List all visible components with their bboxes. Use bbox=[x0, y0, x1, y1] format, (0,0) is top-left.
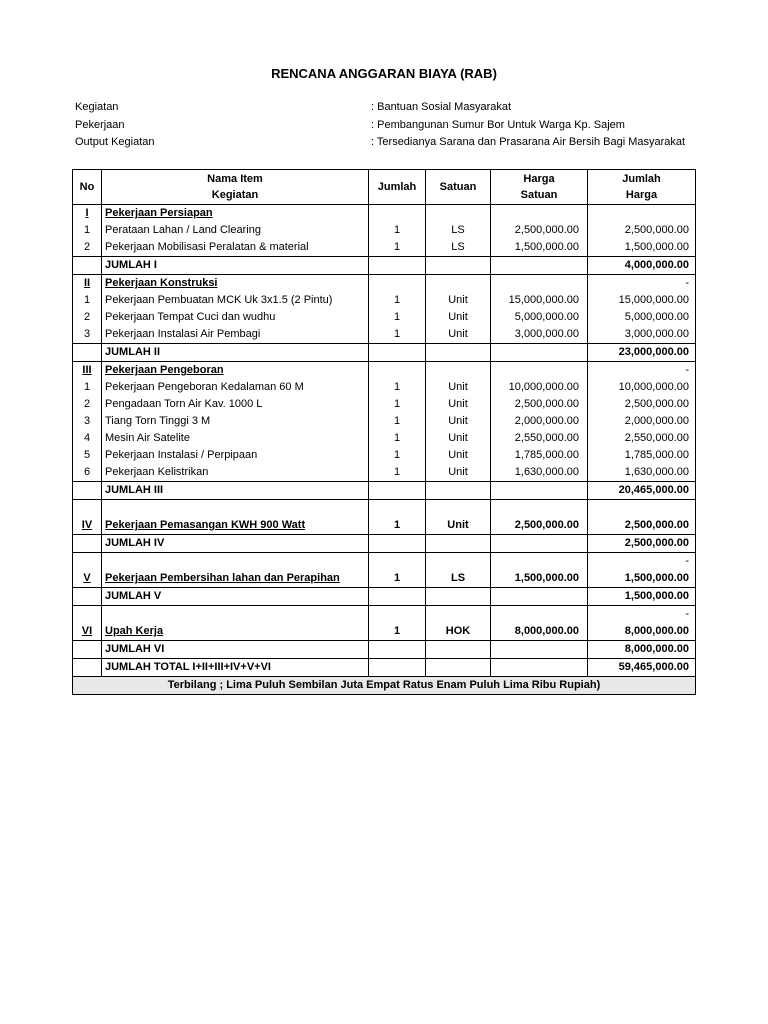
cell-harga-satuan: 5,000,000.00 bbox=[491, 309, 588, 326]
cell-satuan: Unit bbox=[426, 396, 491, 413]
cell-nama-item: JUMLAH II bbox=[102, 344, 369, 362]
cell-nama-item: Perataan Lahan / Land Clearing bbox=[102, 222, 369, 239]
header-satuan: Satuan bbox=[426, 170, 491, 205]
cell-nama-item: JUMLAH III bbox=[102, 482, 369, 500]
cell-satuan bbox=[426, 588, 491, 606]
cell-no bbox=[73, 344, 102, 362]
cell-jumlah: 1 bbox=[369, 447, 426, 464]
cell-harga-satuan: 1,630,000.00 bbox=[491, 464, 588, 482]
cell-no: 3 bbox=[73, 413, 102, 430]
cell-jumlah-harga: 10,000,000.00 bbox=[588, 379, 696, 396]
cell-no: 1 bbox=[73, 292, 102, 309]
cell-jumlah: 1 bbox=[369, 292, 426, 309]
cell-harga-satuan bbox=[491, 641, 588, 659]
cell-harga-satuan bbox=[491, 344, 588, 362]
cell-nama-item: Pekerjaan Pembersihan lahan dan Perapihan bbox=[102, 570, 369, 588]
cell-no bbox=[73, 535, 102, 553]
cell-nama-item: JUMLAH I bbox=[102, 257, 369, 275]
cell-harga-satuan: 8,000,000.00 bbox=[491, 623, 588, 641]
subtotal-row bbox=[73, 641, 696, 659]
info-value: : Bantuan Sosial Masyarakat bbox=[371, 101, 512, 113]
cell-satuan: Unit bbox=[426, 430, 491, 447]
cell-jumlah: 1 bbox=[369, 222, 426, 239]
cell-jumlah-harga: 15,000,000.00 bbox=[588, 292, 696, 309]
cell-harga-satuan: 2,500,000.00 bbox=[491, 517, 588, 535]
cell-jumlah-harga: 1,500,000.00 bbox=[588, 588, 696, 606]
cell-jumlah-harga: 2,500,000.00 bbox=[588, 222, 696, 239]
cell-nama-item: Pekerjaan Konstruksi bbox=[102, 275, 369, 293]
table-row bbox=[73, 447, 696, 464]
header-nama: Nama Item Kegiatan bbox=[102, 170, 369, 205]
table-row bbox=[73, 413, 696, 430]
subtotal-row bbox=[73, 344, 696, 362]
cell-jumlah-harga bbox=[588, 205, 696, 223]
cell-harga-satuan bbox=[491, 362, 588, 380]
cell-jumlah bbox=[369, 275, 426, 293]
cell-satuan: Unit bbox=[426, 379, 491, 396]
cell-harga-satuan bbox=[491, 659, 588, 677]
cell-dash: - bbox=[588, 606, 696, 624]
cell-satuan bbox=[426, 205, 491, 223]
cell-jumlah bbox=[369, 344, 426, 362]
table-row bbox=[73, 239, 696, 257]
cell-nama-item: Pekerjaan Instalasi / Perpipaan bbox=[102, 447, 369, 464]
cell-no: I bbox=[73, 205, 102, 223]
cell-nama-item: Pekerjaan Kelistrikan bbox=[102, 464, 369, 482]
cell-harga-satuan bbox=[491, 588, 588, 606]
cell-jumlah bbox=[369, 257, 426, 275]
cell-nama-item: Pekerjaan Pembuatan MCK Uk 3x1.5 (2 Pintu) bbox=[102, 292, 369, 309]
cell-harga-satuan bbox=[491, 535, 588, 553]
cell-satuan bbox=[426, 641, 491, 659]
section-row bbox=[73, 275, 696, 293]
table-row bbox=[73, 379, 696, 396]
table-row bbox=[73, 430, 696, 447]
cell-jumlah-harga: 23,000,000.00 bbox=[588, 344, 696, 362]
cell-harga-satuan: 2,500,000.00 bbox=[491, 396, 588, 413]
cell-satuan bbox=[426, 659, 491, 677]
cell-satuan: Unit bbox=[426, 413, 491, 430]
cell-jumlah-harga: 1,785,000.00 bbox=[588, 447, 696, 464]
cell-harga-satuan: 3,000,000.00 bbox=[491, 326, 588, 344]
cell-no: V bbox=[73, 570, 102, 588]
cell-nama-item: Pekerjaan Pengeboran Kedalaman 60 M bbox=[102, 379, 369, 396]
cell-jumlah bbox=[369, 659, 426, 677]
cell-nama-item: Pengadaan Torn Air Kav. 1000 L bbox=[102, 396, 369, 413]
cell-nama-item: Upah Kerja bbox=[102, 623, 369, 641]
cell-jumlah-harga: 2,500,000.00 bbox=[588, 535, 696, 553]
table-header-row bbox=[73, 170, 696, 205]
cell-no: 3 bbox=[73, 326, 102, 344]
section-row bbox=[73, 205, 696, 223]
header-jumlah: Jumlah bbox=[369, 170, 426, 205]
cell-satuan: LS bbox=[426, 239, 491, 257]
cell-jumlah-harga: 8,000,000.00 bbox=[588, 623, 696, 641]
cell-harga-satuan: 1,785,000.00 bbox=[491, 447, 588, 464]
info-label: Kegiatan bbox=[75, 101, 119, 113]
cell-jumlah-harga: 2,500,000.00 bbox=[588, 396, 696, 413]
table-row bbox=[73, 222, 696, 239]
terbilang-text: Terbilang ; Lima Puluh Sembilan Juta Empat Ratus Enam Puluh Lima Ribu Rupiah) bbox=[73, 677, 696, 695]
cell-nama-item: Pekerjaan Persiapan bbox=[102, 205, 369, 223]
cell-nama-item: Pekerjaan Pemasangan KWH 900 Watt bbox=[102, 517, 369, 535]
cell-jumlah bbox=[369, 588, 426, 606]
cell-satuan: Unit bbox=[426, 464, 491, 482]
cell-harga-satuan: 10,000,000.00 bbox=[491, 379, 588, 396]
cell-nama-item: JUMLAH V bbox=[102, 588, 369, 606]
cell-jumlah: 1 bbox=[369, 379, 426, 396]
cell-nama-item: Pekerjaan Pengeboran bbox=[102, 362, 369, 380]
cell-no: II bbox=[73, 275, 102, 293]
cell-no: III bbox=[73, 362, 102, 380]
cell-satuan: Unit bbox=[426, 447, 491, 464]
cell-satuan: Unit bbox=[426, 517, 491, 535]
cell-harga-satuan: 2,500,000.00 bbox=[491, 222, 588, 239]
page-title: RENCANA ANGGARAN BIAYA (RAB) bbox=[271, 66, 497, 81]
cell-satuan bbox=[426, 482, 491, 500]
cell-no: 1 bbox=[73, 222, 102, 239]
cell-satuan: Unit bbox=[426, 309, 491, 326]
rab-table bbox=[72, 169, 696, 695]
cell-satuan: LS bbox=[426, 222, 491, 239]
cell-jumlah-harga: 5,000,000.00 bbox=[588, 309, 696, 326]
cell-harga-satuan bbox=[491, 205, 588, 223]
cell-jumlah-harga: 2,000,000.00 bbox=[588, 413, 696, 430]
subtotal-row bbox=[73, 257, 696, 275]
cell-satuan: HOK bbox=[426, 623, 491, 641]
subtotal-row bbox=[73, 482, 696, 500]
cell-nama-item: Pekerjaan Instalasi Air Pembagi bbox=[102, 326, 369, 344]
cell-jumlah: 1 bbox=[369, 413, 426, 430]
cell-nama-item: Pekerjaan Mobilisasi Peralatan & material bbox=[102, 239, 369, 257]
cell-harga-satuan: 1,500,000.00 bbox=[491, 239, 588, 257]
cell-satuan: Unit bbox=[426, 292, 491, 309]
cell-satuan bbox=[426, 344, 491, 362]
header-harga-satuan: Harga Satuan bbox=[491, 170, 588, 205]
cell-nama-item: JUMLAH TOTAL I+II+III+IV+V+VI bbox=[102, 659, 369, 677]
cell-no bbox=[73, 641, 102, 659]
cell-satuan bbox=[426, 362, 491, 380]
cell-nama-item: JUMLAH VI bbox=[102, 641, 369, 659]
grand-total-row bbox=[73, 659, 696, 677]
cell-no bbox=[73, 257, 102, 275]
cell-jumlah-harga: 59,465,000.00 bbox=[588, 659, 696, 677]
cell-no: 4 bbox=[73, 430, 102, 447]
info-label: Output Kegiatan bbox=[75, 136, 155, 148]
cell-jumlah bbox=[369, 205, 426, 223]
cell-jumlah: 1 bbox=[369, 326, 426, 344]
cell-satuan: LS bbox=[426, 570, 491, 588]
cell-harga-satuan bbox=[491, 275, 588, 293]
cell-harga-satuan bbox=[491, 482, 588, 500]
cell-no: VI bbox=[73, 623, 102, 641]
cell-jumlah-harga: - bbox=[588, 362, 696, 380]
cell-no: 2 bbox=[73, 239, 102, 257]
cell-jumlah: 1 bbox=[369, 464, 426, 482]
cell-harga-satuan: 1,500,000.00 bbox=[491, 570, 588, 588]
cell-satuan: Unit bbox=[426, 326, 491, 344]
section-row bbox=[73, 570, 696, 588]
cell-jumlah-harga: 20,465,000.00 bbox=[588, 482, 696, 500]
cell-jumlah-harga: 1,500,000.00 bbox=[588, 239, 696, 257]
cell-no bbox=[73, 482, 102, 500]
cell-jumlah-harga: 1,500,000.00 bbox=[588, 570, 696, 588]
cell-jumlah: 1 bbox=[369, 309, 426, 326]
terbilang-row bbox=[73, 677, 696, 695]
cell-nama-item: Mesin Air Satelite bbox=[102, 430, 369, 447]
cell-harga-satuan: 2,000,000.00 bbox=[491, 413, 588, 430]
cell-jumlah: 1 bbox=[369, 623, 426, 641]
header-no: No bbox=[73, 170, 102, 205]
info-value: : Pembangunan Sumur Bor Untuk Warga Kp. Sajem bbox=[371, 119, 625, 131]
cell-no: 2 bbox=[73, 396, 102, 413]
cell-jumlah bbox=[369, 641, 426, 659]
cell-nama-item: Pekerjaan Tempat Cuci dan wudhu bbox=[102, 309, 369, 326]
cell-jumlah bbox=[369, 535, 426, 553]
table-row bbox=[73, 396, 696, 413]
cell-no: 5 bbox=[73, 447, 102, 464]
cell-jumlah-harga: 3,000,000.00 bbox=[588, 326, 696, 344]
cell-no: IV bbox=[73, 517, 102, 535]
cell-no: 6 bbox=[73, 464, 102, 482]
section-row bbox=[73, 623, 696, 641]
cell-jumlah-harga: - bbox=[588, 275, 696, 293]
cell-nama-item: JUMLAH IV bbox=[102, 535, 369, 553]
subtotal-row bbox=[73, 535, 696, 553]
cell-jumlah bbox=[369, 482, 426, 500]
table-body bbox=[73, 205, 696, 677]
cell-satuan bbox=[426, 275, 491, 293]
section-row bbox=[73, 362, 696, 380]
spacer-row bbox=[73, 553, 696, 571]
cell-no: 2 bbox=[73, 309, 102, 326]
cell-jumlah: 1 bbox=[369, 570, 426, 588]
table-row bbox=[73, 292, 696, 309]
cell-jumlah: 1 bbox=[369, 239, 426, 257]
cell-satuan bbox=[426, 535, 491, 553]
cell-satuan bbox=[426, 257, 491, 275]
subtotal-row bbox=[73, 588, 696, 606]
cell-no bbox=[73, 659, 102, 677]
table-row bbox=[73, 309, 696, 326]
cell-dash: - bbox=[588, 553, 696, 571]
table-row bbox=[73, 326, 696, 344]
table-row bbox=[73, 464, 696, 482]
cell-jumlah bbox=[369, 362, 426, 380]
cell-jumlah-harga: 8,000,000.00 bbox=[588, 641, 696, 659]
info-value: : Tersedianya Sarana dan Prasarana Air Bersih Bagi Masyarakat bbox=[371, 136, 686, 148]
cell-jumlah-harga: 2,500,000.00 bbox=[588, 517, 696, 535]
cell-harga-satuan bbox=[491, 257, 588, 275]
cell-jumlah: 1 bbox=[369, 517, 426, 535]
cell-harga-satuan: 15,000,000.00 bbox=[491, 292, 588, 309]
cell-jumlah: 1 bbox=[369, 430, 426, 447]
spacer-row bbox=[73, 606, 696, 624]
spacer-row bbox=[73, 500, 696, 518]
cell-jumlah-harga: 1,630,000.00 bbox=[588, 464, 696, 482]
cell-dash bbox=[588, 500, 696, 518]
info-label: Pekerjaan bbox=[75, 119, 125, 131]
cell-no: 1 bbox=[73, 379, 102, 396]
section-row bbox=[73, 517, 696, 535]
cell-jumlah-harga: 2,550,000.00 bbox=[588, 430, 696, 447]
cell-harga-satuan: 2,550,000.00 bbox=[491, 430, 588, 447]
cell-jumlah: 1 bbox=[369, 396, 426, 413]
cell-no bbox=[73, 588, 102, 606]
header-jumlah-harga: Jumlah Harga bbox=[588, 170, 696, 205]
cell-nama-item: Tiang Torn Tinggi 3 M bbox=[102, 413, 369, 430]
cell-jumlah-harga: 4,000,000.00 bbox=[588, 257, 696, 275]
